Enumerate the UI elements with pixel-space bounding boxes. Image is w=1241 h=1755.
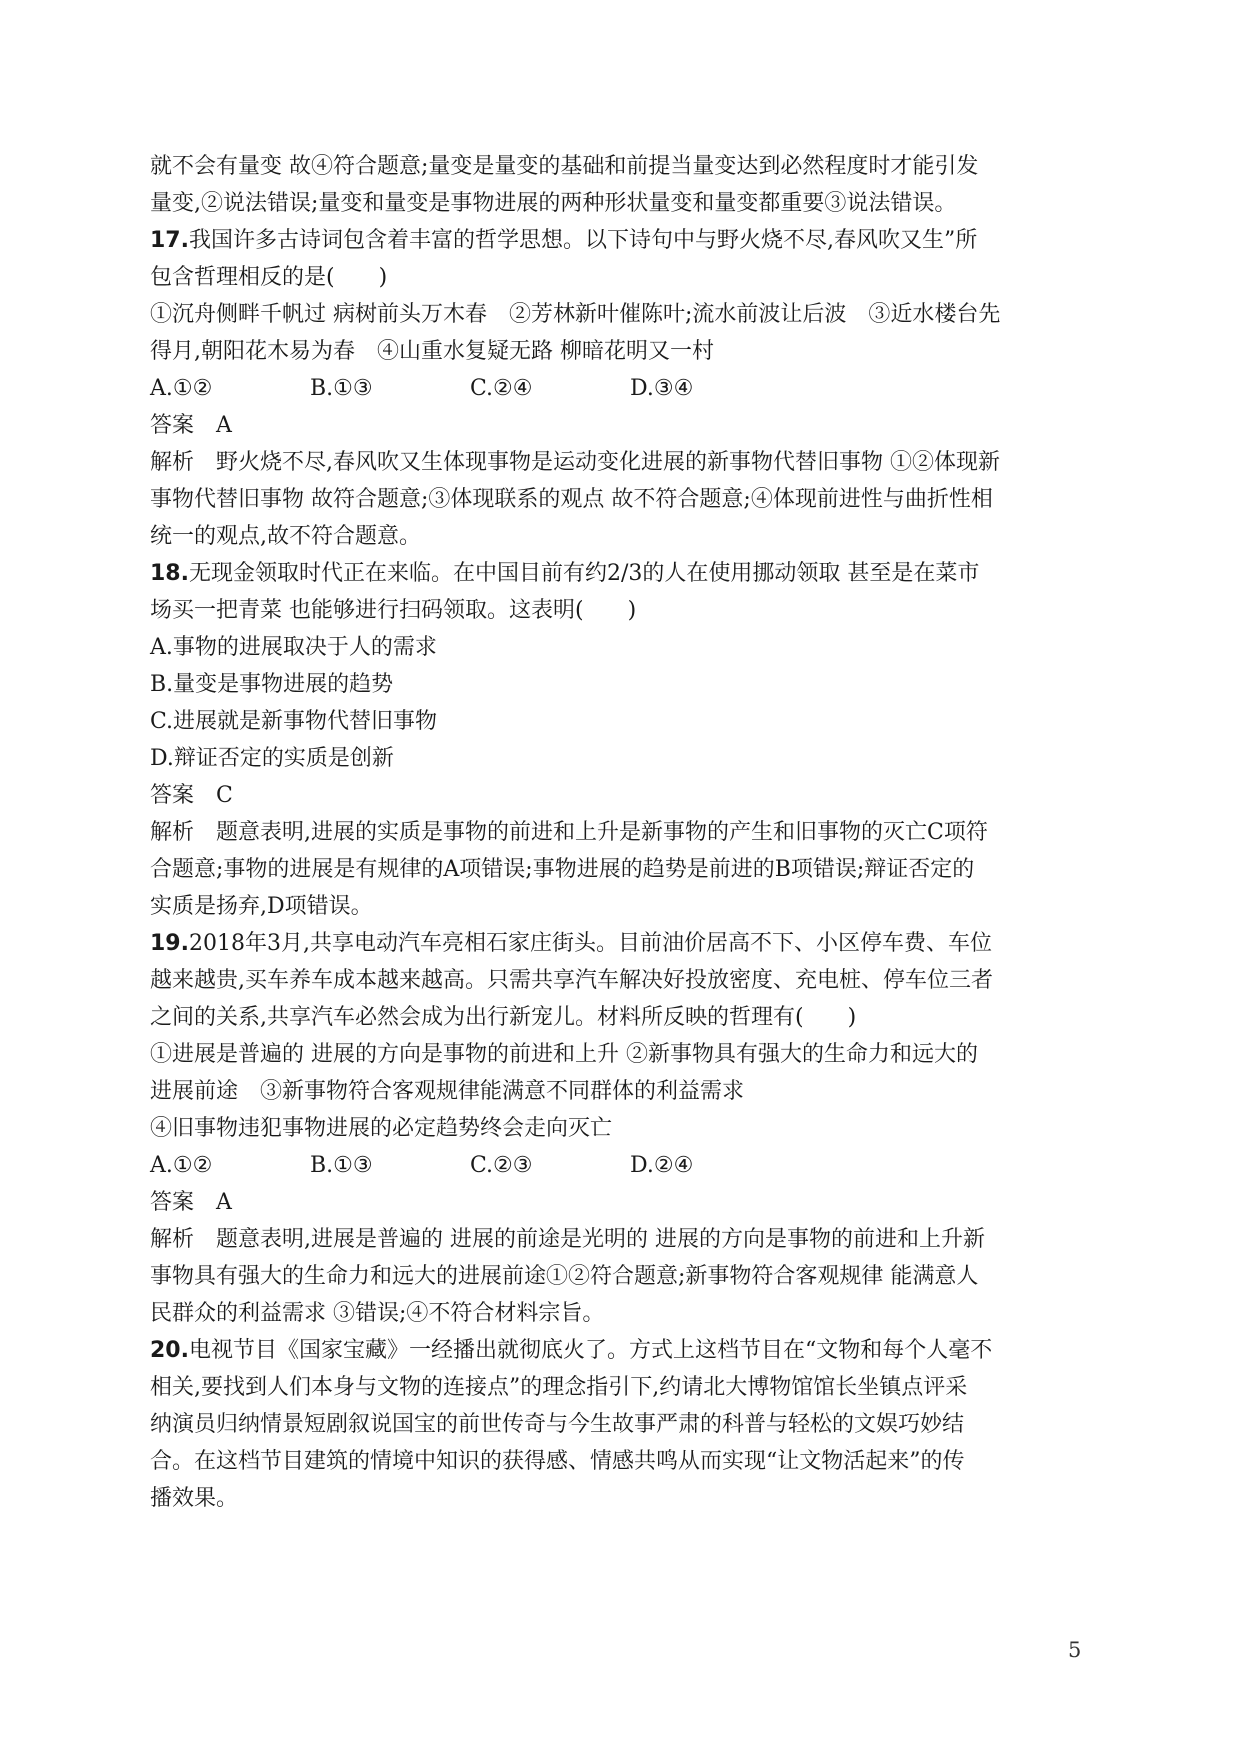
- option-c: C.②③: [470, 1153, 533, 1178]
- option-a: A.事物的进展取决于人的需求: [150, 635, 437, 660]
- question-17-stem: 17.我国许多古诗词包含着丰富的哲学思想。以下诗句中与野火烧不尽,春风吹又生”所: [150, 228, 978, 253]
- option-c: C.进展就是新事物代替旧事物: [150, 709, 438, 734]
- question-19-analysis: 民群众的利益需求 ③错误;④不符合材料宗旨。: [150, 1301, 605, 1326]
- question-18-answer: 答案 C: [150, 783, 233, 808]
- question-17-analysis: 解析 野火烧不尽,春风吹又生体现事物是运动变化进展的新事物代替旧事物 ①②体现新: [150, 450, 1000, 475]
- question-19-analysis: 解析 题意表明,进展是普遍的 进展的前途是光明的 进展的方向是事物的前进和上升新: [150, 1227, 985, 1252]
- page-number: 5: [1068, 1638, 1082, 1662]
- question-18-analysis: 合题意;事物的进展是有规律的A项错误;事物进展的趋势是前进的B项错误;辩证否定的: [150, 857, 975, 882]
- question-17-analysis: 事物代替旧事物 故符合题意;③体现联系的观点 故不符合题意;④体现前进性与曲折性相: [150, 487, 993, 512]
- question-17-options: [150, 370, 1110, 407]
- option-c: C.②④: [470, 376, 533, 401]
- question-19-answer: 答案 A: [150, 1190, 232, 1215]
- question-19-options: [150, 1147, 1110, 1184]
- question-number: 19.: [150, 931, 189, 956]
- document-body: [150, 148, 1110, 1517]
- option-d: D.②④: [630, 1153, 694, 1178]
- question-18-stem: 场买一把青菜 也能够进行扫码领取。这表明( ): [150, 598, 637, 623]
- option-d: D.辩证否定的实质是创新: [150, 746, 394, 771]
- option-b: B.量变是事物进展的趋势: [150, 672, 394, 697]
- question-18-analysis: 解析 题意表明,进展的实质是事物的前进和上升是新事物的产生和旧事物的灭亡C项符: [150, 820, 988, 845]
- question-19-stem: 19.2018年3月,共享电动汽车亮相石家庄街头。目前油价居高不下、小区停车费、车位: [150, 931, 992, 956]
- option-b: B.①③: [310, 1153, 373, 1178]
- question-17-answer: 答案 A: [150, 413, 232, 438]
- question-20-stem: 纳演员归纳情景短剧叙说国宝的前世传奇与今生故事严肃的科普与轻松的文娱巧妙结: [150, 1412, 965, 1437]
- question-17-stem: 包含哲理相反的是( ): [150, 265, 388, 290]
- option-d: D.③④: [630, 376, 694, 401]
- option-a: A.①②: [150, 376, 213, 401]
- option-a: A.①②: [150, 1153, 213, 1178]
- question-18-analysis: 实质是扬弃,D项错误。: [150, 894, 373, 919]
- question-19-stem: 越来越贵,买车养车成本越来越高。只需共享汽车解决好投放密度、充电桩、停车位三者: [150, 968, 993, 993]
- intro-line: 就不会有量变 故④符合题意;量变是量变的基础和前提当量变达到必然程度时才能引发: [150, 154, 979, 179]
- question-19-stem: 之间的关系,共享汽车必然会成为出行新宠儿。材料所反映的哲理有( ): [150, 1005, 857, 1030]
- option-b: B.①③: [310, 376, 373, 401]
- question-number: 18.: [150, 561, 189, 586]
- question-17-statement: 得月,朝阳花木易为春 ④山重水复疑无路 柳暗花明又一村: [150, 339, 714, 364]
- question-20-stem: 相关,要找到人们本身与文物的连接点”的理念指引下,约请北大博物馆馆长坐镇点评采: [150, 1375, 968, 1400]
- question-19-statement: ①进展是普遍的 进展的方向是事物的前进和上升 ②新事物具有强大的生命力和远大的: [150, 1042, 978, 1067]
- question-18-stem: 18.无现金领取时代正在来临。在中国目前有约2/3的人在使用挪动领取 甚至是在菜市: [150, 561, 980, 586]
- question-number: 20.: [150, 1338, 189, 1363]
- question-20-stem: 播效果。: [150, 1486, 239, 1511]
- question-17-statement: ①沉舟侧畔千帆过 病树前头万木春 ②芳林新叶催陈叶;流水前波让后波 ③近水楼台先: [150, 302, 1001, 327]
- question-20-stem: 20.电视节目《国家宝藏》一经播出就彻底火了。方式上这档节目在“文物和每个人毫不: [150, 1338, 993, 1363]
- question-19-statement: ④旧事物违犯事物进展的必定趋势终会走向灭亡: [150, 1116, 613, 1141]
- question-19-statement: 进展前途 ③新事物符合客观规律能满意不同群体的利益需求: [150, 1079, 745, 1104]
- question-number: 17.: [150, 228, 189, 253]
- question-17-analysis: 统一的观点,故不符合题意。: [150, 524, 421, 549]
- intro-line: 量变,②说法错误;量变和量变是事物进展的两种形状量变和量变都重要③说法错误。: [150, 191, 957, 216]
- question-19-analysis: 事物具有强大的生命力和远大的进展前途①②符合题意;新事物符合客观规律 能满意人: [150, 1264, 979, 1289]
- question-20-stem: 合。在这档节目建筑的情境中知识的获得感、情感共鸣从而实现“让文物活起来”的传: [150, 1449, 965, 1474]
